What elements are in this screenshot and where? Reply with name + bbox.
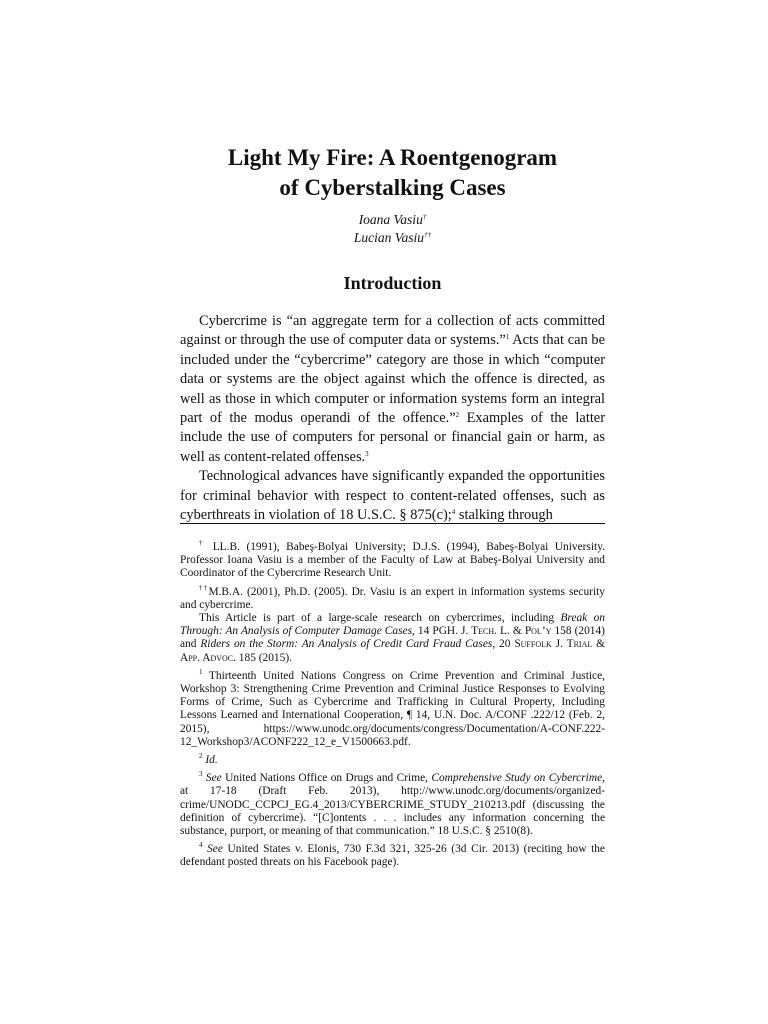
footnote-1: [180, 667, 605, 749]
footnote-text: M.B.A. (2001), Ph.D. (2005). Dr. Vasiu is an expert in information systems security and cybercrime.: [180, 585, 606, 611]
paragraph-text: Technological advances have significantly expanded the opportunities for criminal behavior with respect to content-related offenses, such as cyberthreats in violation of 18 U.S.C. § 875(c);: [180, 468, 605, 524]
footnote-text: Id.: [205, 754, 218, 767]
paragraph-text: Examples of the latter include the use of computers for personal or financial gain or harm, as well as content-related offenses.: [180, 410, 605, 465]
article-title: [180, 143, 605, 203]
footnote-dagger: [180, 541, 605, 581]
footnote-mark: 4: [199, 841, 203, 850]
footnote-divider: [180, 523, 605, 524]
footnote-2: [180, 754, 605, 767]
footnote-mark: 3: [199, 770, 203, 779]
paragraph-text: Cybercrime is “an aggregate term for a collection of acts committed against or through the use of computer data or systems.”: [180, 313, 605, 349]
footnote-4: $^4$ See United States v. Elonis, 730 F.3d 321, 325-26 (3d Cir. 2013) (reciting how the defendant posted threats on his Facebook page).: [180, 841, 605, 869]
paragraph-text: Acts that can be included under the “cybercrime” category are those in which “computer data or systems are the object against which the offence is directed, as well as those in which computer or information systems form an integral part of the modus operandi of the offence.”: [180, 332, 605, 427]
footnote-text: United States v. Elonis, 730 F.3d 321, 325-26 (3d Cir. 2013) (reciting how the defendant posted threats on his Facebook page).: [180, 843, 605, 869]
title-line-1: Light My Fire: A Roentgenogram: [227, 145, 558, 170]
footnote-ref: 2: [455, 411, 460, 420]
body-text: [180, 312, 605, 525]
section-heading: Introduction: [343, 273, 442, 293]
author-2: [180, 229, 605, 247]
footnote-article-note: This Article is part of a large-scale research on cybercrimes, including Break on Through: An Analysis of Computer Damage Cases, 14 PGH. J. Tech. L. & Pol’y 158 (2014) and Riders on the Storm: An Analysis of Credit Card Fraud Cases, 20 Suffolk J. Trial & App. Advoc. 185 (2015).: [180, 612, 606, 664]
footnote-3: $^3$ See United Nations Office on Drugs and Crime, Comprehensive Study on Cybercrime, at 17-18 (Draft Feb. 2013), http://www.unodc.org/documents/organized-crime/UNODC_CCPCJ_EG.4_2013/CYBERCRIME_STUDY_210213.pdf (discussing the definition of cybercrime). “[C]ontents . . . includes any information concerning the substance, purport, or meaning of that communication.” 18 U.S.C. § 2510(8).: [180, 770, 605, 838]
footnote-mark: 1: [199, 667, 203, 676]
footnotes: [180, 541, 605, 875]
footnote-mark: 2: [199, 752, 203, 761]
footnote-mark: †: [199, 539, 207, 547]
author-footnote-mark: †: [422, 213, 427, 221]
paragraph-text: stalking through: [455, 507, 553, 524]
footnote-ref: 4: [451, 508, 456, 517]
footnote-mark: ††: [199, 583, 209, 592]
footnote-ref: 3: [365, 449, 369, 458]
footnote-ref: 1: [505, 333, 510, 342]
author-list: [180, 211, 605, 247]
author-1: [180, 211, 605, 229]
author-name: Ioana Vasiu: [358, 212, 423, 227]
title-line-2: of Cyberstalking Cases: [279, 175, 506, 200]
author-footnote-mark: ††: [424, 231, 432, 239]
footnote-text: Thirteenth United Nations Congress on Crime Prevention and Criminal Justice, Workshop 3: Strengthening Crime Prevention and Criminal Justice Responses to Evolving Forms of Crime, Such as Cybercrime and Trafficking in Cultural Property, Including Lessons Learned and International Cooperation, ¶ 14, U.N. Doc. A/CONF .222/12 (Feb. 2, 2015), https://www.unodc.org/documents/congress/Documentation/A-CONF.222-12_Workshop3/ACONF222_12_e_V1500663.pdf.: [180, 669, 605, 748]
author-name: Lucian Vasiu: [353, 230, 425, 245]
footnote-text: LL.B. (1991), Babeş-Bolyai University; D.J.S. (1994), Babeş-Bolyai University. Professor Ioana Vasiu is a member of the Faculty of Law at Babeş-Bolyai University and Coordinator of the Cybercrime Research Unit.: [180, 541, 606, 580]
paragraph: [180, 312, 605, 467]
footnote-double-dagger: [180, 583, 606, 612]
paragraph: [180, 467, 605, 525]
